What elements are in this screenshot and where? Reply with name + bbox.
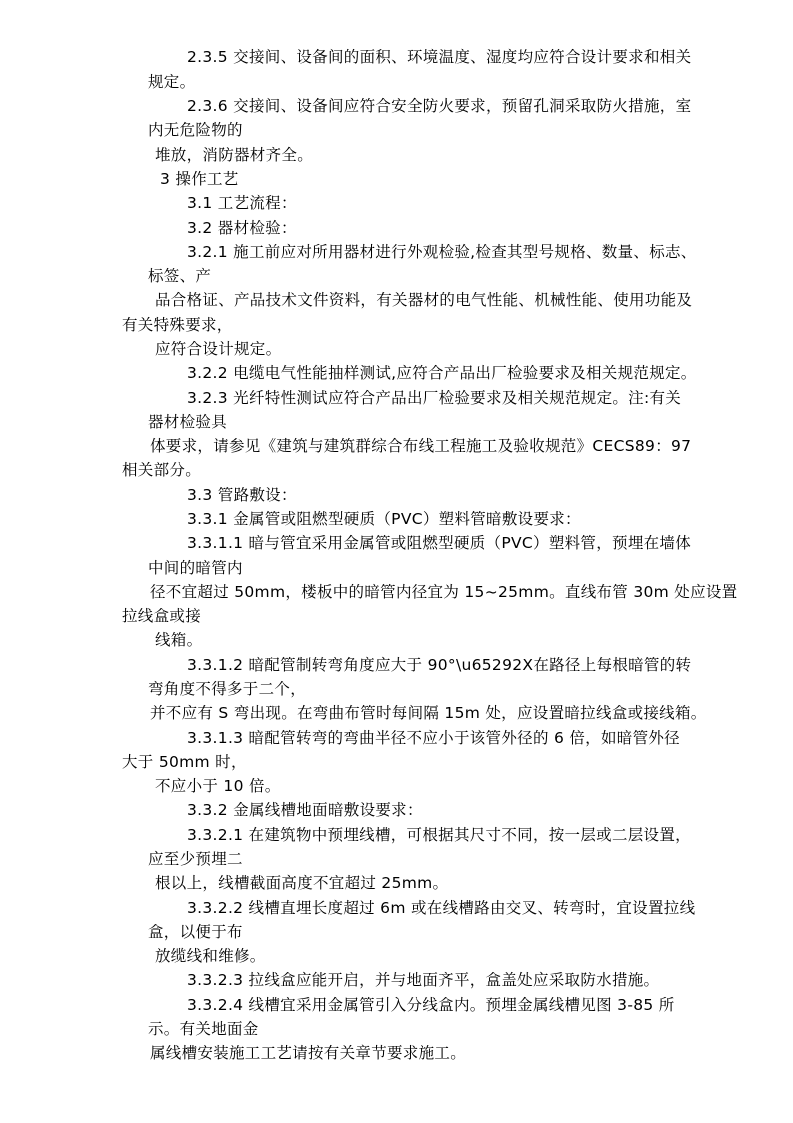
text-line: 有关特殊要求， (122, 316, 233, 334)
text-line: 3.3.1.2 暗配管制转弯角度应大于 90°\u65292X在路径上每根暗管的转 (187, 656, 692, 674)
text-line: 3.3.1.3 暗配管转弯的弯曲半径不应小于该管外径的 6 倍，如暗管外径 (187, 729, 680, 747)
text-line: 3.3.2.4 线槽宜采用金属管引入分线盒内。预埋金属线槽见图 3-85 所 (187, 996, 675, 1014)
text-line: 弯角度不得多于二个， (148, 680, 307, 698)
text-line: 3.2.3 光纤特性测试应符合产品出厂检验要求及相关规范规定。注:有关 (187, 389, 682, 407)
text-line: 根以上，线槽截面高度不宜超过 25mm。 (155, 874, 449, 892)
text-line: 器材检验具 (148, 413, 228, 431)
text-line: 盒，以便于布 (148, 923, 243, 941)
text-line: 3.3.2.1 在建筑物中预埋线槽，可根据其尺寸不同，按一层或二层设置， (187, 826, 691, 844)
text-line: 2.3.5 交接间、设备间的面积、环境温度、湿度均应符合设计要求和相关 (187, 48, 692, 66)
text-line: 3.2.2 电缆电气性能抽样测试,应符合产品出厂检验要求及相关规范规定。 (187, 364, 697, 382)
text-line: 相关部分。 (122, 461, 202, 479)
text-line: 大于 50mm 时， (122, 753, 247, 771)
text-line: 体要求，请参见《建筑与建筑群综合布线工程施工及验收规范》CECS89：97 (150, 437, 692, 455)
text-line: 堆放，消防器材齐全。 (155, 146, 314, 164)
text-line: 3.3.2.3 拉线盒应能开启，并与地面齐平，盒盖处应采取防水措施。 (187, 971, 660, 989)
text-line: 规定。 (148, 73, 196, 91)
text-line: 3.3.2.2 线槽直埋长度超过 6m 或在线槽路由交叉、转弯时，宜设置拉线 (187, 899, 696, 917)
text-line: 应符合设计规定。 (155, 340, 282, 358)
text-line: 拉线盒或接 (122, 607, 202, 625)
text-line: 线箱。 (155, 631, 203, 649)
text-line: 并不应有 S 弯出现。在弯曲布管时每间隔 15m 处，应设置暗拉线盒或接线箱。 (150, 704, 707, 722)
text-line: 放缆线和维修。 (155, 947, 266, 965)
text-line: 中间的暗管内 (148, 559, 243, 577)
text-line: 3.3.2 金属线槽地面暗敷设要求： (187, 801, 423, 819)
text-line: 3.1 工艺流程： (187, 194, 297, 212)
text-line: 3.2.1 施工前应对所用器材进行外观检验,检查其型号规格、数量、标志、 (187, 243, 697, 261)
text-line: 应至少预埋二 (148, 850, 243, 868)
text-line: 径不宜超过 50mm，楼板中的暗管内径宜为 15~25mm。直线布管 30m 处应设置 (150, 583, 738, 601)
text-line: 品合格证、产品技术文件资料，有关器材的电气性能、机械性能、使用功能及 (155, 291, 693, 309)
text-line: 3.2 器材检验： (187, 219, 297, 237)
text-line: 3.3 管路敷设： (187, 486, 297, 504)
text-line: 内无危险物的 (148, 121, 243, 139)
text-line: 3.3.1 金属管或阻燃型硬质（PVC）塑料管暗敷设要求： (187, 510, 581, 528)
text-line: 3.3.1.1 暗与管宜采用金属管或阻燃型硬质（PVC）塑料管，预埋在墙体 (187, 534, 692, 552)
text-line: 标签、产 (148, 267, 212, 285)
text-line: 不应小于 10 倍。 (155, 777, 281, 795)
text-line: 示。有关地面金 (148, 1020, 259, 1038)
text-line: 2.3.6 交接间、设备间应符合安全防火要求，预留孔洞采取防火措施，室 (187, 97, 692, 115)
section-heading: 3 操作工艺 (160, 170, 239, 188)
text-line: 属线槽安装施工工艺请按有关章节要求施工。 (150, 1044, 467, 1062)
